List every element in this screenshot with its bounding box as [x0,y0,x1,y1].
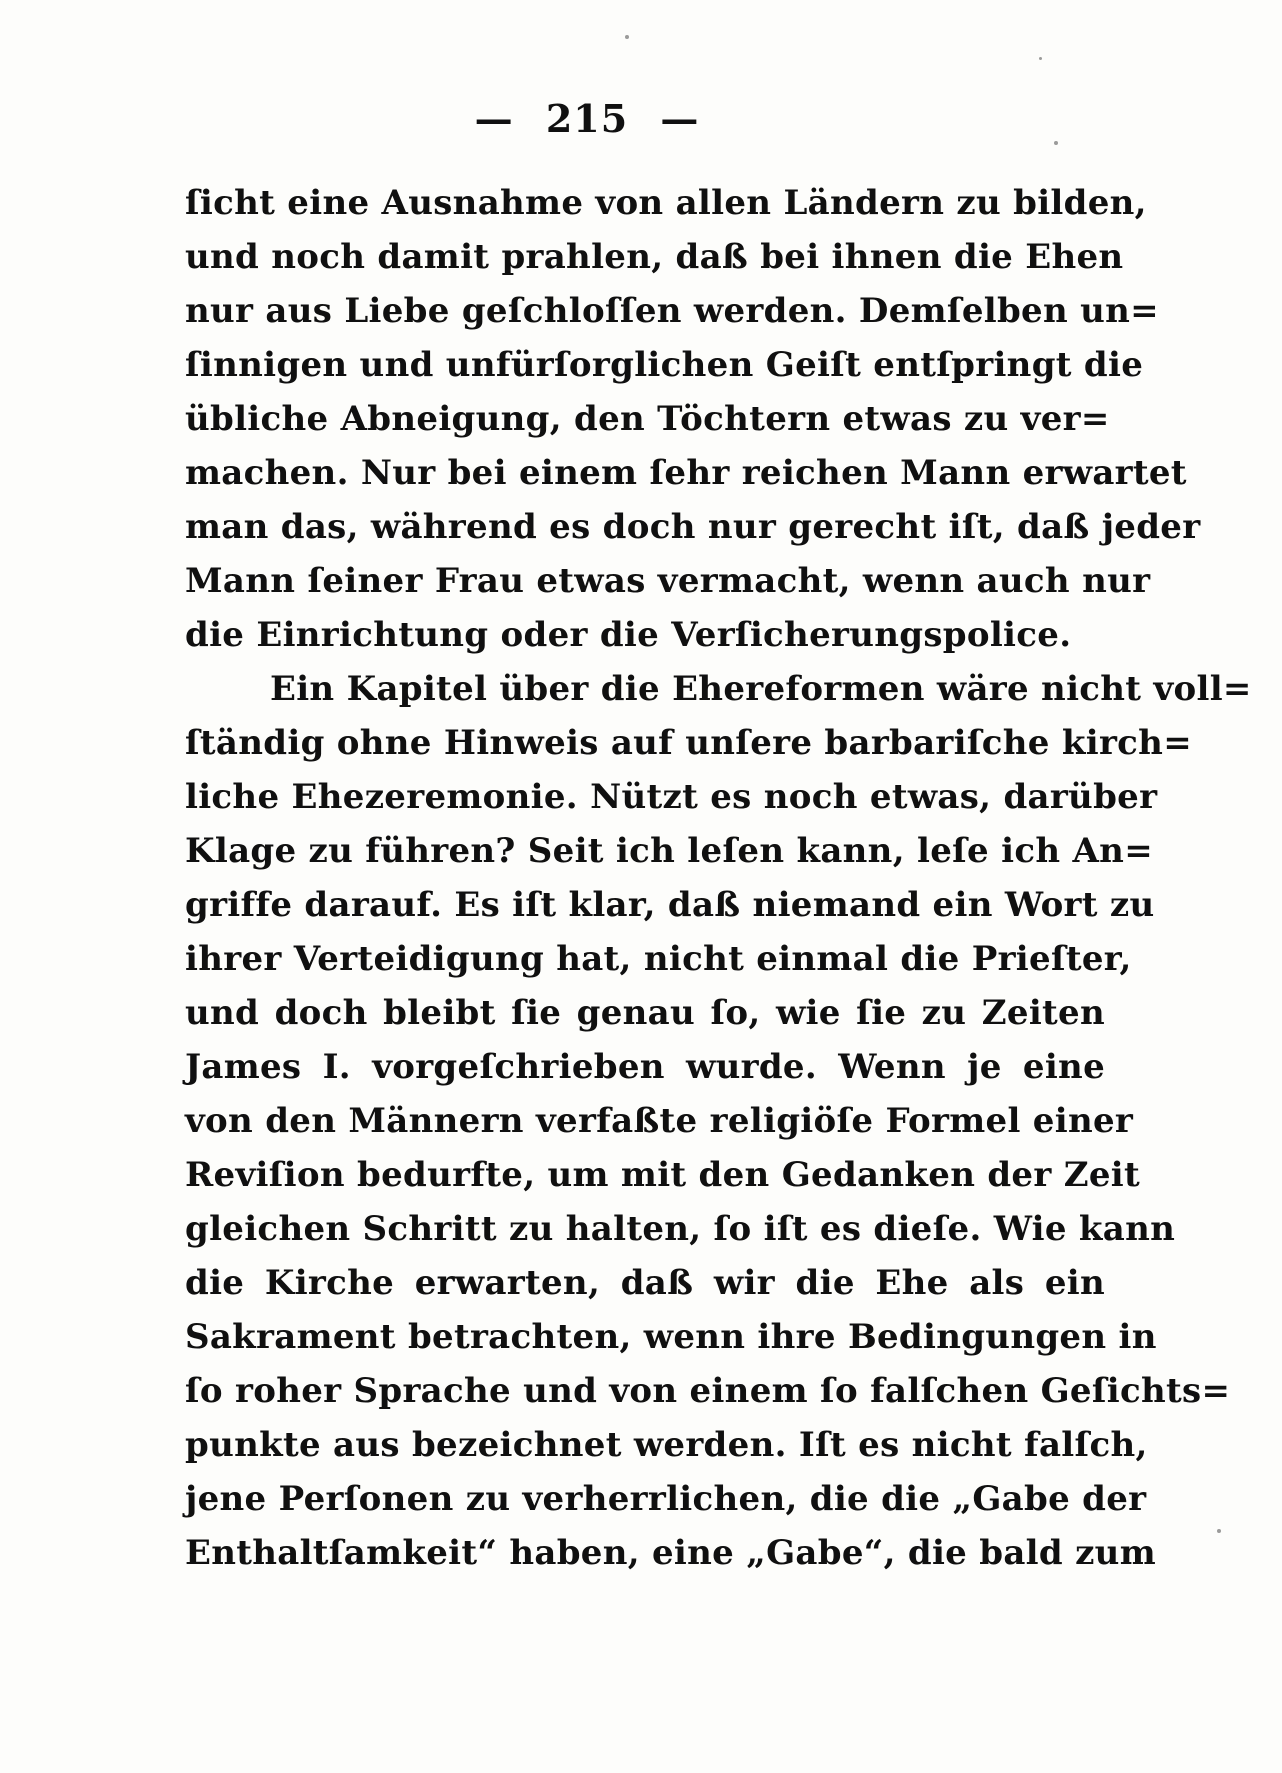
scan-artifact [625,35,629,39]
text-line: ſo roher Sprache und von einem ſo falſchen Geſichts= [185,1371,1231,1411]
text-line: Klage zu führen? Seit ich leſen kann, leſe ich An= [185,831,1153,871]
text-line: ſtändig ohne Hinweis auf unſere barbariſche kirch= [185,723,1192,763]
text-line: liche Ehezeremonie. Nützt es noch etwas, darüber [185,777,1158,817]
text-line: und doch bleibt ſie genau ſo, wie ſie zu Zeiten [185,993,1105,1033]
text-line: Reviſion bedurfte, um mit den Gedanken der Zeit [185,1155,1140,1195]
text-line: ſicht eine Ausnahme von allen Ländern zu bilden, [185,183,1147,223]
text-line: ihrer Verteidigung hat, nicht einmal die Prieſter, [185,939,1132,979]
text-line: die Einrichtung oder die Verſicherungspolice. [185,615,1072,655]
text-line: und noch damit prahlen, daß bei ihnen die Ehen [185,237,1124,277]
text-line: die Kirche erwarten, daß wir die Ehe als ein [185,1263,1105,1303]
text-line: machen. Nur bei einem ſehr reichen Mann erwartet [185,453,1187,493]
text-line: gleichen Schritt zu halten, ſo iſt es dieſe. Wie kann [185,1209,1176,1249]
text-block [185,176,1252,1580]
text-line: Enthaltſamkeit“ haben, eine „Gabe“, die bald zum [185,1533,1156,1573]
text-line: Ein Kapitel über die Ehereformen wäre nicht voll= [270,669,1252,709]
scan-artifact [1217,1529,1221,1533]
text-line: punkte aus bezeichnet werden. Iſt es nicht falſch, [185,1425,1148,1465]
text-line: ſinnigen und unfürſorglichen Geiſt entſpringt die [185,345,1144,385]
text-line: übliche Abneigung, den Töchtern etwas zu ver= [185,399,1110,439]
text-line: man das, während es doch nur gerecht iſt, daß jeder [185,507,1201,547]
scan-artifact [1039,57,1042,60]
text-line: griffe darauf. Es iſt klar, daß niemand ein Wort zu [185,885,1155,925]
text-line: James I. vorgeſchrieben wurde. Wenn je eine [185,1047,1105,1087]
page-number: — 215 — [474,96,700,141]
scan-artifact [1054,141,1058,145]
text-line: Mann ſeiner Frau etwas vermacht, wenn auch nur [185,561,1151,601]
text-line: jene Perſonen zu verherrlichen, die die „Gabe der [185,1479,1147,1519]
text-line: von den Männern verfaßte religiöſe Formel einer [185,1101,1134,1141]
text-line: nur aus Liebe geſchloſſen werden. Demſelben un= [185,291,1159,331]
text-line: Sakrament betrachten, wenn ihre Bedingungen in [185,1317,1157,1357]
